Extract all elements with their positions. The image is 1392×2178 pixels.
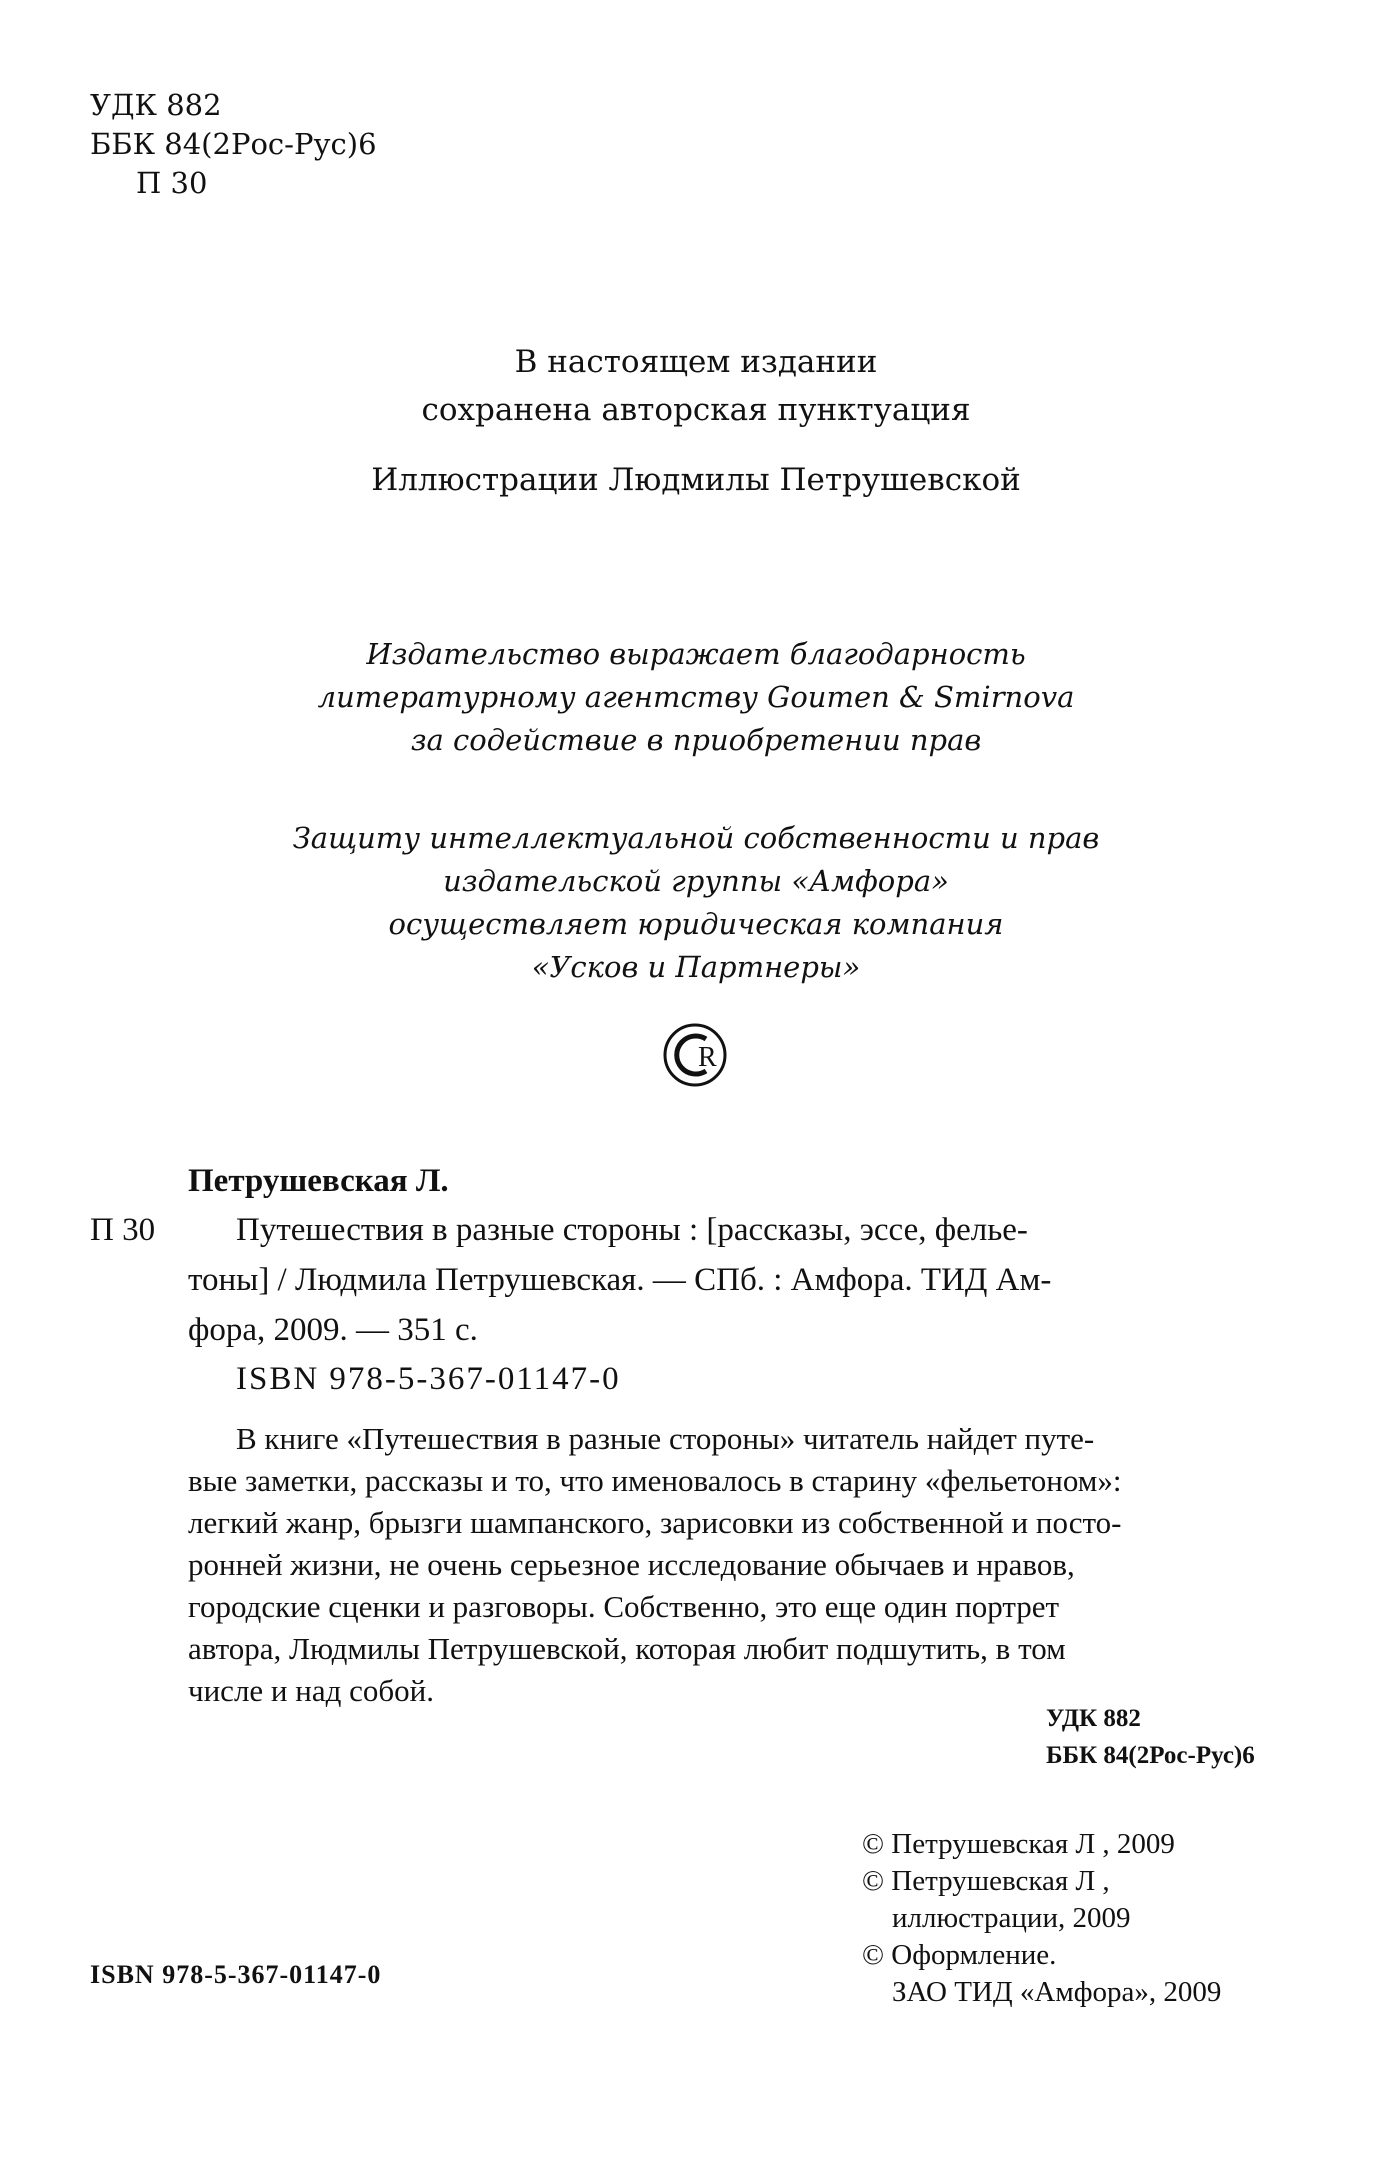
bbk-code-bottom: ББК 84(2Рос-Рус)6 (1046, 1742, 1255, 1769)
thanks-note (0, 633, 1392, 762)
edition-note-line-2: сохранена авторская пунктуация (421, 392, 971, 428)
copyright-line-1: © Петрушевская Л , 2009 (862, 1828, 1175, 1860)
legal-line-2: издательской группы «Амфора» (443, 864, 949, 898)
svg-text:R: R (698, 1042, 717, 1073)
abstract-line: числе и над собой. (188, 1673, 435, 1708)
abstract-line: автора, Людмилы Петрушевской, которая любит подшутить, в том (188, 1631, 1066, 1666)
biblio-line-1: Путешествия в разные стороны : [рассказы, эссе, фелье- (236, 1212, 1028, 1248)
classification-top (90, 86, 377, 203)
legal-line-1: Защиту интеллектуальной собственности и прав (292, 821, 1100, 855)
legal-line-3: осуществляет юридическая компания (388, 907, 1004, 941)
abstract-line: В книге «Путешествия в разные стороны» читатель найдет путе- (236, 1421, 1095, 1456)
edition-note (0, 338, 1392, 434)
abstract-line: городские сценки и разговоры. Собственно, это еще один портрет (188, 1589, 1060, 1624)
catalog-author: Петрушевская Л. (188, 1163, 449, 1199)
udk-code-bottom: УДК 882 (1046, 1705, 1141, 1732)
copyright-line-4: © Оформление. (862, 1939, 1057, 1971)
thanks-line-1: Издательство выражает благодарность (366, 637, 1026, 671)
legal-protection-note (0, 817, 1392, 989)
thanks-line-2: литературному агентству Goumen & Smirnova (317, 680, 1075, 714)
biblio-line-2: тоны] / Людмила Петрушевская. — СПб. : Амфора. ТИД Ам- (188, 1262, 1052, 1298)
copyright-notices (862, 1826, 1221, 2011)
thanks-line-3: за содействие в приобретении прав (410, 723, 982, 757)
legal-line-4: «Усков и Партнеры» (531, 950, 861, 984)
copyright-c-r-icon (662, 1022, 728, 1088)
catalog-isbn: ISBN 978-5-367-01147-0 (236, 1361, 621, 1397)
classification-bottom (1046, 1700, 1255, 1774)
abstract-line: ронней жизни, не очень серьезное исследование обычаев и нравов, (188, 1547, 1075, 1582)
biblio-line-3: фора, 2009. — 351 с. (188, 1312, 478, 1348)
catalog-code: П 30 (90, 1212, 156, 1248)
copyright-line-5: ЗАО ТИД «Амфора», 2009 (892, 1976, 1222, 2008)
abstract-line: вые заметки, рассказы и то, что именовалось в старину «фельетоном»: (188, 1463, 1122, 1498)
catalog-abstract (188, 1418, 1310, 1712)
edition-note-line-1: В настоящем издании (514, 344, 878, 380)
bbk-code: ББК 84(2Рос-Рус)6 (90, 127, 377, 161)
copyright-line-3: иллюстрации, 2009 (892, 1902, 1131, 1934)
illustrations-credit: Иллюстрации Людмилы Петрушевской (371, 462, 1021, 498)
abstract-line: легкий жанр, брызги шампанского, зарисовки из собственной и посто- (188, 1505, 1122, 1540)
author-mark-code: П 30 (136, 166, 208, 200)
udk-code: УДК 882 (90, 88, 222, 122)
copyright-line-2: © Петрушевская Л , (862, 1865, 1110, 1897)
isbn-bottom: ISBN 978-5-367-01147-0 (90, 1960, 382, 1989)
catalog-bibliographic-entry (0, 1205, 1310, 1355)
